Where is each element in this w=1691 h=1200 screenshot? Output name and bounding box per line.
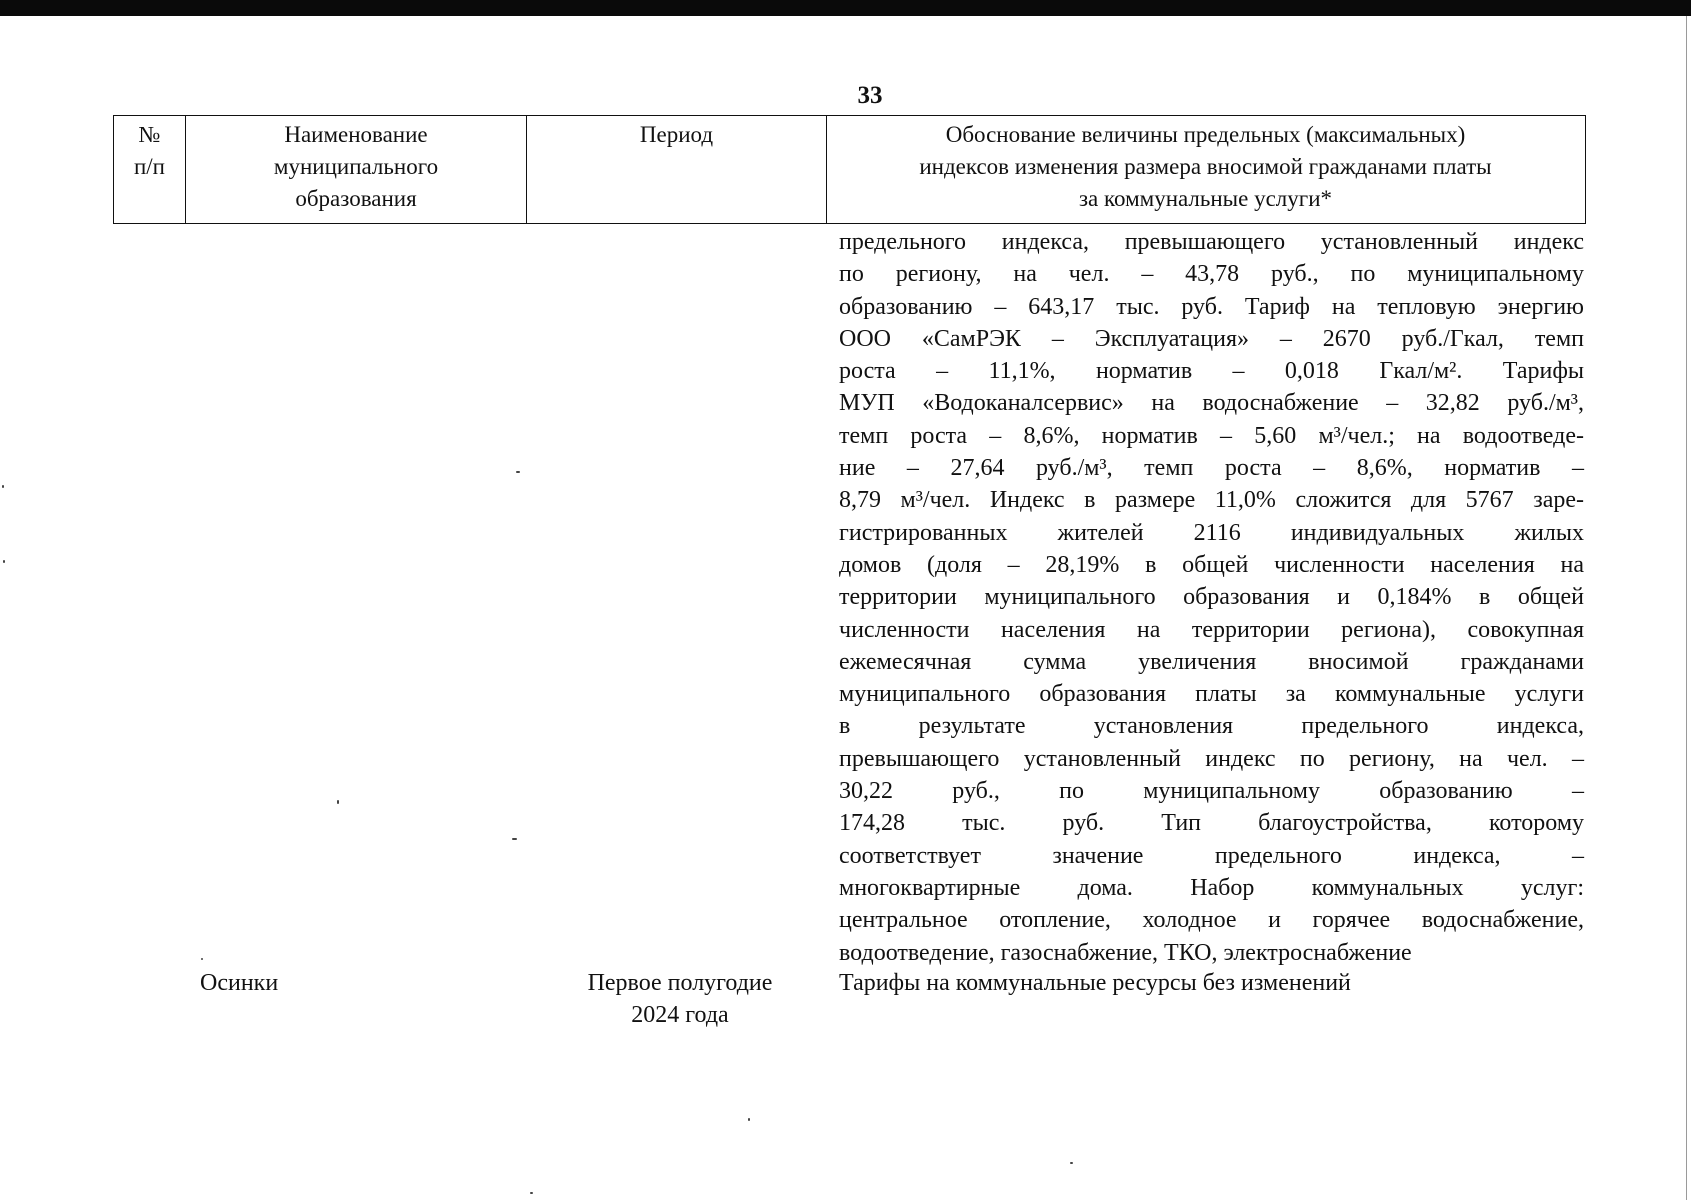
scan-speck: [748, 1118, 750, 1121]
scan-speck: [2, 485, 4, 488]
header-col-justification-line: Обоснование величины предельных (максимальных): [945, 122, 1466, 147]
text-line: роста – 11,1%, норматив – 0,018 Гкал/м². Тарифы: [839, 358, 1584, 385]
page-number: 33: [857, 82, 883, 109]
header-col-period-line: Период: [639, 122, 714, 147]
text-line: многоквартирные дома. Набор коммунальных услуг:: [839, 874, 1584, 901]
scan-speck: [512, 838, 517, 840]
header-col-name-line: образования: [295, 186, 417, 211]
scan-speck: [530, 1192, 533, 1194]
text-line: превышающего установленный индекс по региону, на чел. –: [839, 745, 1584, 772]
text-line: территории муниципального образования и 0,184% в общей: [839, 584, 1584, 611]
text-line: гистрированных жителей 2116 индивидуальных жилых: [839, 519, 1584, 546]
scan-speck: [1070, 1162, 1073, 1164]
row-justification: Тарифы на коммунальные ресурсы без изменений: [839, 970, 1351, 996]
text-line: 8,79 м³/чел. Индекс в размере 11,0% сложится для 5767 заре-: [839, 487, 1584, 514]
text-line: темп роста – 8,6%, норматив – 5,60 м³/чел.; на водоотведе-: [839, 422, 1584, 449]
row-period-line: 2024 года: [631, 1002, 729, 1028]
header-col-number: [114, 116, 186, 223]
header-col-name-line: муниципального: [273, 154, 439, 179]
text-line: ежемесячная сумма увеличения вносимой гражданами: [839, 648, 1584, 675]
text-line: образованию – 643,17 тыс. руб. Тариф на тепловую энергию: [839, 293, 1584, 320]
text-line: ние – 27,64 руб./м³, темп роста – 8,6%, норматив –: [839, 455, 1584, 482]
table-header: [113, 115, 1586, 224]
header-col-number-line: №: [138, 122, 161, 147]
text-line: 174,28 тыс. руб. Тип благоустройства, которому: [839, 810, 1584, 837]
text-line: ООО «СамРЭК – Эксплуатация» – 2670 руб./Гкал, темп: [839, 325, 1584, 352]
scan-right-edge: [1686, 16, 1687, 1200]
scan-speck: [337, 800, 339, 804]
text-line: соответствует значение предельного индекса, –: [839, 842, 1584, 869]
header-col-justification-line: за коммунальные услуги*: [1078, 186, 1333, 211]
text-line: МУП «Водоканалсервис» на водоснабжение – 32,82 руб./м³,: [839, 390, 1584, 417]
scan-speck: [516, 471, 520, 473]
scan-speck: [3, 560, 5, 563]
justification-continuation: [839, 226, 1584, 969]
header-col-period: [527, 116, 827, 223]
header-col-name-line: Наименование: [284, 122, 428, 147]
text-line: центральное отопление, холодное и горячее водоснабжение,: [839, 907, 1584, 934]
text-line: в результате установления предельного индекса,: [839, 713, 1584, 740]
row-period: [526, 967, 834, 1031]
text-line: численности населения на территории региона), совокупная: [839, 616, 1584, 643]
header-col-justification: [827, 116, 1584, 223]
row-period-line: Первое полугодие: [587, 970, 773, 996]
scan-speck: [201, 958, 203, 960]
text-line: предельного индекса, превышающего установленный индекс: [839, 229, 1584, 255]
row-municipality-name: Осинки: [200, 970, 279, 996]
text-line: по региону, на чел. – 43,78 руб., по муниципальному: [839, 261, 1584, 288]
text-line: 30,22 руб., по муниципальному образованию –: [839, 778, 1584, 805]
text-line: муниципального образования платы за коммунальные услуги: [839, 681, 1584, 708]
text-line: водоотведение, газоснабжение, ТКО, электроснабжение: [839, 939, 1412, 966]
header-col-number-line: п/п: [133, 154, 165, 179]
header-col-justification-line: индексов изменения размера вносимой гражданами платы: [919, 154, 1492, 179]
scan-top-border: [0, 0, 1691, 16]
text-line: домов (доля – 28,19% в общей численности населения на: [839, 551, 1584, 578]
header-col-name: [186, 116, 527, 223]
